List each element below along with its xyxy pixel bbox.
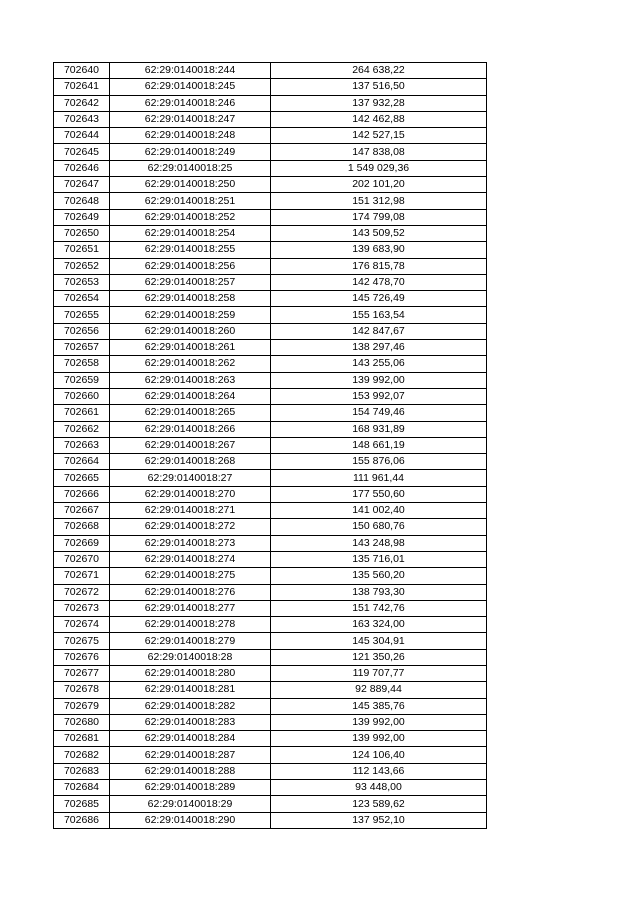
row-id-cell: 702651 — [54, 242, 110, 258]
row-id-cell: 702678 — [54, 682, 110, 698]
table-row — [54, 568, 487, 584]
cadastral-number-cell: 62:29:0140018:284 — [110, 731, 271, 747]
cadastral-number-cell: 62:29:0140018:257 — [110, 274, 271, 290]
table-row — [54, 780, 487, 796]
cadastral-number-cell: 62:29:0140018:281 — [110, 682, 271, 698]
table-row — [54, 323, 487, 339]
row-id-cell: 702640 — [54, 63, 110, 79]
row-id-cell: 702664 — [54, 454, 110, 470]
row-id-cell: 702646 — [54, 160, 110, 176]
row-id-cell: 702677 — [54, 665, 110, 681]
cadastral-number-cell: 62:29:0140018:276 — [110, 584, 271, 600]
value-cell: 148 661,19 — [271, 437, 487, 453]
value-cell: 138 297,46 — [271, 340, 487, 356]
value-cell: 151 312,98 — [271, 193, 487, 209]
table-row — [54, 535, 487, 551]
cadastral-number-cell: 62:29:0140018:261 — [110, 340, 271, 356]
row-id-cell: 702660 — [54, 388, 110, 404]
table-row — [54, 486, 487, 502]
value-cell: 135 716,01 — [271, 551, 487, 567]
cadastral-number-cell: 62:29:0140018:275 — [110, 568, 271, 584]
table-row — [54, 405, 487, 421]
value-cell: 142 478,70 — [271, 274, 487, 290]
cadastral-number-cell: 62:29:0140018:266 — [110, 421, 271, 437]
value-cell: 154 749,46 — [271, 405, 487, 421]
row-id-cell: 702657 — [54, 340, 110, 356]
cadastral-number-cell: 62:29:0140018:278 — [110, 617, 271, 633]
table-row — [54, 372, 487, 388]
table-row — [54, 242, 487, 258]
row-id-cell: 702652 — [54, 258, 110, 274]
row-id-cell: 702662 — [54, 421, 110, 437]
cadastral-number-cell: 62:29:0140018:288 — [110, 763, 271, 779]
row-id-cell: 702672 — [54, 584, 110, 600]
table-row — [54, 95, 487, 111]
cadastral-number-cell: 62:29:0140018:244 — [110, 63, 271, 79]
cadastral-number-cell: 62:29:0140018:259 — [110, 307, 271, 323]
cadastral-number-cell: 62:29:0140018:280 — [110, 665, 271, 681]
table-row — [54, 258, 487, 274]
value-cell: 135 560,20 — [271, 568, 487, 584]
row-id-cell: 702673 — [54, 600, 110, 616]
table-body — [54, 63, 487, 829]
value-cell: 139 683,90 — [271, 242, 487, 258]
cadastral-value-table — [53, 62, 487, 829]
value-cell: 174 799,08 — [271, 209, 487, 225]
value-cell: 1 549 029,36 — [271, 160, 487, 176]
row-id-cell: 702686 — [54, 812, 110, 828]
value-cell: 92 889,44 — [271, 682, 487, 698]
cadastral-number-cell: 62:29:0140018:246 — [110, 95, 271, 111]
row-id-cell: 702682 — [54, 747, 110, 763]
table-row — [54, 144, 487, 160]
table-row — [54, 731, 487, 747]
cadastral-number-cell: 62:29:0140018:264 — [110, 388, 271, 404]
value-cell: 145 304,91 — [271, 633, 487, 649]
value-cell: 177 550,60 — [271, 486, 487, 502]
row-id-cell: 702683 — [54, 763, 110, 779]
cadastral-number-cell: 62:29:0140018:271 — [110, 503, 271, 519]
table-row — [54, 747, 487, 763]
value-cell: 139 992,00 — [271, 372, 487, 388]
table-row — [54, 388, 487, 404]
cadastral-number-cell: 62:29:0140018:272 — [110, 519, 271, 535]
cadastral-number-cell: 62:29:0140018:247 — [110, 111, 271, 127]
value-cell: 142 462,88 — [271, 111, 487, 127]
table-row — [54, 698, 487, 714]
value-cell: 111 961,44 — [271, 470, 487, 486]
value-cell: 141 002,40 — [271, 503, 487, 519]
value-cell: 176 815,78 — [271, 258, 487, 274]
cadastral-number-cell: 62:29:0140018:289 — [110, 780, 271, 796]
value-cell: 155 876,06 — [271, 454, 487, 470]
row-id-cell: 702647 — [54, 177, 110, 193]
row-id-cell: 702668 — [54, 519, 110, 535]
value-cell: 137 952,10 — [271, 812, 487, 828]
row-id-cell: 702675 — [54, 633, 110, 649]
cadastral-number-cell: 62:29:0140018:273 — [110, 535, 271, 551]
value-cell: 147 838,08 — [271, 144, 487, 160]
table-row — [54, 503, 487, 519]
cadastral-number-cell: 62:29:0140018:250 — [110, 177, 271, 193]
row-id-cell: 702641 — [54, 79, 110, 95]
row-id-cell: 702650 — [54, 225, 110, 241]
row-id-cell: 702676 — [54, 649, 110, 665]
cadastral-number-cell: 62:29:0140018:28 — [110, 649, 271, 665]
cadastral-number-cell: 62:29:0140018:277 — [110, 600, 271, 616]
row-id-cell: 702645 — [54, 144, 110, 160]
row-id-cell: 702663 — [54, 437, 110, 453]
row-id-cell: 702667 — [54, 503, 110, 519]
row-id-cell: 702644 — [54, 128, 110, 144]
cadastral-number-cell: 62:29:0140018:287 — [110, 747, 271, 763]
table-row — [54, 633, 487, 649]
row-id-cell: 702655 — [54, 307, 110, 323]
table-row — [54, 63, 487, 79]
value-cell: 155 163,54 — [271, 307, 487, 323]
cadastral-number-cell: 62:29:0140018:251 — [110, 193, 271, 209]
table-row — [54, 291, 487, 307]
cadastral-number-cell: 62:29:0140018:29 — [110, 796, 271, 812]
table-row — [54, 763, 487, 779]
row-id-cell: 702643 — [54, 111, 110, 127]
cadastral-number-cell: 62:29:0140018:263 — [110, 372, 271, 388]
cadastral-number-cell: 62:29:0140018:258 — [110, 291, 271, 307]
table-row — [54, 274, 487, 290]
row-id-cell: 702666 — [54, 486, 110, 502]
table-row — [54, 340, 487, 356]
row-id-cell: 702654 — [54, 291, 110, 307]
cadastral-number-cell: 62:29:0140018:27 — [110, 470, 271, 486]
cadastral-number-cell: 62:29:0140018:254 — [110, 225, 271, 241]
value-cell: 143 255,06 — [271, 356, 487, 372]
cadastral-number-cell: 62:29:0140018:245 — [110, 79, 271, 95]
table-row — [54, 584, 487, 600]
row-id-cell: 702653 — [54, 274, 110, 290]
table-row — [54, 470, 487, 486]
value-cell: 153 992,07 — [271, 388, 487, 404]
table-row — [54, 356, 487, 372]
table-row — [54, 193, 487, 209]
table-row — [54, 111, 487, 127]
row-id-cell: 702665 — [54, 470, 110, 486]
value-cell: 143 509,52 — [271, 225, 487, 241]
table-row — [54, 421, 487, 437]
value-cell: 139 992,00 — [271, 731, 487, 747]
value-cell: 137 516,50 — [271, 79, 487, 95]
value-cell: 119 707,77 — [271, 665, 487, 681]
value-cell: 145 726,49 — [271, 291, 487, 307]
cadastral-number-cell: 62:29:0140018:249 — [110, 144, 271, 160]
table-row — [54, 600, 487, 616]
row-id-cell: 702649 — [54, 209, 110, 225]
table-row — [54, 665, 487, 681]
value-cell: 151 742,76 — [271, 600, 487, 616]
cadastral-number-cell: 62:29:0140018:260 — [110, 323, 271, 339]
table-row — [54, 307, 487, 323]
table-row — [54, 796, 487, 812]
row-id-cell: 702674 — [54, 617, 110, 633]
value-cell: 93 448,00 — [271, 780, 487, 796]
cadastral-number-cell: 62:29:0140018:290 — [110, 812, 271, 828]
value-cell: 142 847,67 — [271, 323, 487, 339]
cadastral-number-cell: 62:29:0140018:265 — [110, 405, 271, 421]
value-cell: 121 350,26 — [271, 649, 487, 665]
cadastral-number-cell: 62:29:0140018:248 — [110, 128, 271, 144]
value-cell: 137 932,28 — [271, 95, 487, 111]
row-id-cell: 702685 — [54, 796, 110, 812]
table-row — [54, 454, 487, 470]
table-row — [54, 225, 487, 241]
value-cell: 112 143,66 — [271, 763, 487, 779]
row-id-cell: 702681 — [54, 731, 110, 747]
cadastral-number-cell: 62:29:0140018:255 — [110, 242, 271, 258]
cadastral-number-cell: 62:29:0140018:274 — [110, 551, 271, 567]
row-id-cell: 702661 — [54, 405, 110, 421]
table-row — [54, 437, 487, 453]
table-row — [54, 617, 487, 633]
row-id-cell: 702669 — [54, 535, 110, 551]
value-cell: 150 680,76 — [271, 519, 487, 535]
table-row — [54, 682, 487, 698]
cadastral-number-cell: 62:29:0140018:282 — [110, 698, 271, 714]
cadastral-number-cell: 62:29:0140018:262 — [110, 356, 271, 372]
value-cell: 138 793,30 — [271, 584, 487, 600]
value-cell: 143 248,98 — [271, 535, 487, 551]
row-id-cell: 702659 — [54, 372, 110, 388]
table-row — [54, 177, 487, 193]
cadastral-number-cell: 62:29:0140018:268 — [110, 454, 271, 470]
value-cell: 168 931,89 — [271, 421, 487, 437]
cadastral-number-cell: 62:29:0140018:252 — [110, 209, 271, 225]
row-id-cell: 702670 — [54, 551, 110, 567]
row-id-cell: 702642 — [54, 95, 110, 111]
row-id-cell: 702671 — [54, 568, 110, 584]
value-cell: 142 527,15 — [271, 128, 487, 144]
table-row — [54, 128, 487, 144]
cadastral-number-cell: 62:29:0140018:25 — [110, 160, 271, 176]
table-row — [54, 160, 487, 176]
table-row — [54, 551, 487, 567]
table-row — [54, 519, 487, 535]
row-id-cell: 702656 — [54, 323, 110, 339]
row-id-cell: 702679 — [54, 698, 110, 714]
row-id-cell: 702680 — [54, 714, 110, 730]
value-cell: 139 992,00 — [271, 714, 487, 730]
value-cell: 145 385,76 — [271, 698, 487, 714]
table-row — [54, 714, 487, 730]
cadastral-number-cell: 62:29:0140018:256 — [110, 258, 271, 274]
value-cell: 124 106,40 — [271, 747, 487, 763]
table-row — [54, 209, 487, 225]
value-cell: 202 101,20 — [271, 177, 487, 193]
row-id-cell: 702648 — [54, 193, 110, 209]
table-row — [54, 649, 487, 665]
cadastral-number-cell: 62:29:0140018:283 — [110, 714, 271, 730]
cadastral-number-cell: 62:29:0140018:270 — [110, 486, 271, 502]
value-cell: 163 324,00 — [271, 617, 487, 633]
table-row — [54, 79, 487, 95]
table-row — [54, 812, 487, 828]
row-id-cell: 702658 — [54, 356, 110, 372]
cadastral-number-cell: 62:29:0140018:279 — [110, 633, 271, 649]
value-cell: 123 589,62 — [271, 796, 487, 812]
cadastral-number-cell: 62:29:0140018:267 — [110, 437, 271, 453]
row-id-cell: 702684 — [54, 780, 110, 796]
value-cell: 264 638,22 — [271, 63, 487, 79]
